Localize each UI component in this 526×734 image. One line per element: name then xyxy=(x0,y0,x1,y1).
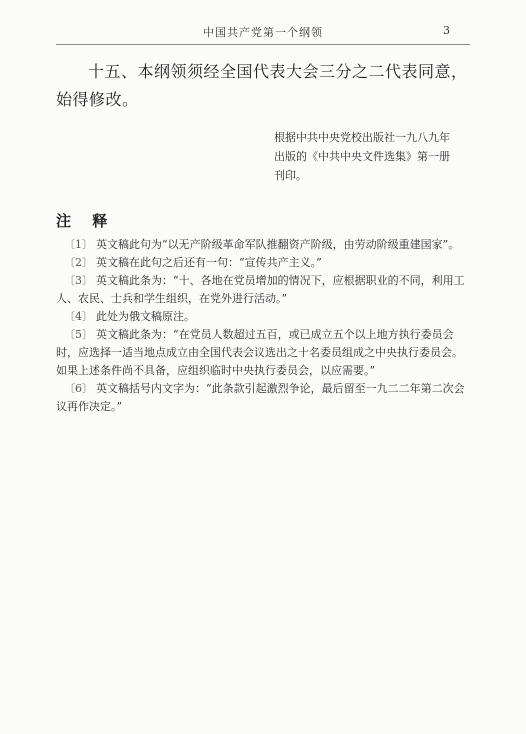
note-number: 〔4〕 xyxy=(64,310,93,323)
note-number: 〔5〕 xyxy=(64,328,93,341)
article-fifteen: 十五、本纲领须经全国代表大会三分之二代表同意，始得修改。 xyxy=(56,62,468,109)
note-number: 〔1〕 xyxy=(64,238,93,251)
running-header xyxy=(56,22,470,45)
notes-heading: 注 释 xyxy=(56,212,116,230)
page-number: 3 xyxy=(443,24,450,37)
note-text: 英文稿此条为：“十、各地在党员增加的情况下，应根据职业的不同，利用工人、农民、士兵和学生组织，在党外进行活动。” xyxy=(56,274,465,305)
notes-list xyxy=(56,236,470,416)
note-item xyxy=(56,380,470,416)
note-text: 英文稿括号内文字为：“此条款引起激烈争论，最后留至一九二二年第二次会议再作决定。” xyxy=(56,382,465,413)
source-note-line: 出版的《中共中央文件选集》第一册 xyxy=(274,150,450,163)
source-note xyxy=(274,128,474,185)
note-text: 英文稿在此句之后还有一句：“宣传共产主义。” xyxy=(96,256,322,269)
note-item xyxy=(56,308,470,326)
note-text: 英文稿此条为：“在党员人数超过五百，或已成立五个以上地方执行委员会时，应选择一适当地点成立由全国代表会议选出之十名委员组成之中央执行委员会。如果上述条件尚不具备，应组织临时中央执行委员会，以应需要。” xyxy=(56,328,463,377)
note-number: 〔2〕 xyxy=(64,256,93,269)
source-note-line: 根据中共中央党校出版社一九八九年 xyxy=(274,131,450,144)
note-number: 〔3〕 xyxy=(64,274,93,287)
note-item xyxy=(56,326,470,380)
note-text: 此处为俄文稿原注。 xyxy=(96,310,195,323)
note-number: 〔6〕 xyxy=(64,382,93,395)
source-note-line: 刊印。 xyxy=(274,169,307,182)
header-title: 中国共产党第一个纲领 xyxy=(203,26,323,39)
note-item xyxy=(56,236,470,254)
note-item xyxy=(56,272,470,308)
note-text: 英文稿此句为“以无产阶级革命军队推翻资产阶级，由劳动阶级重建国家”。 xyxy=(96,238,460,251)
note-item xyxy=(56,254,470,272)
